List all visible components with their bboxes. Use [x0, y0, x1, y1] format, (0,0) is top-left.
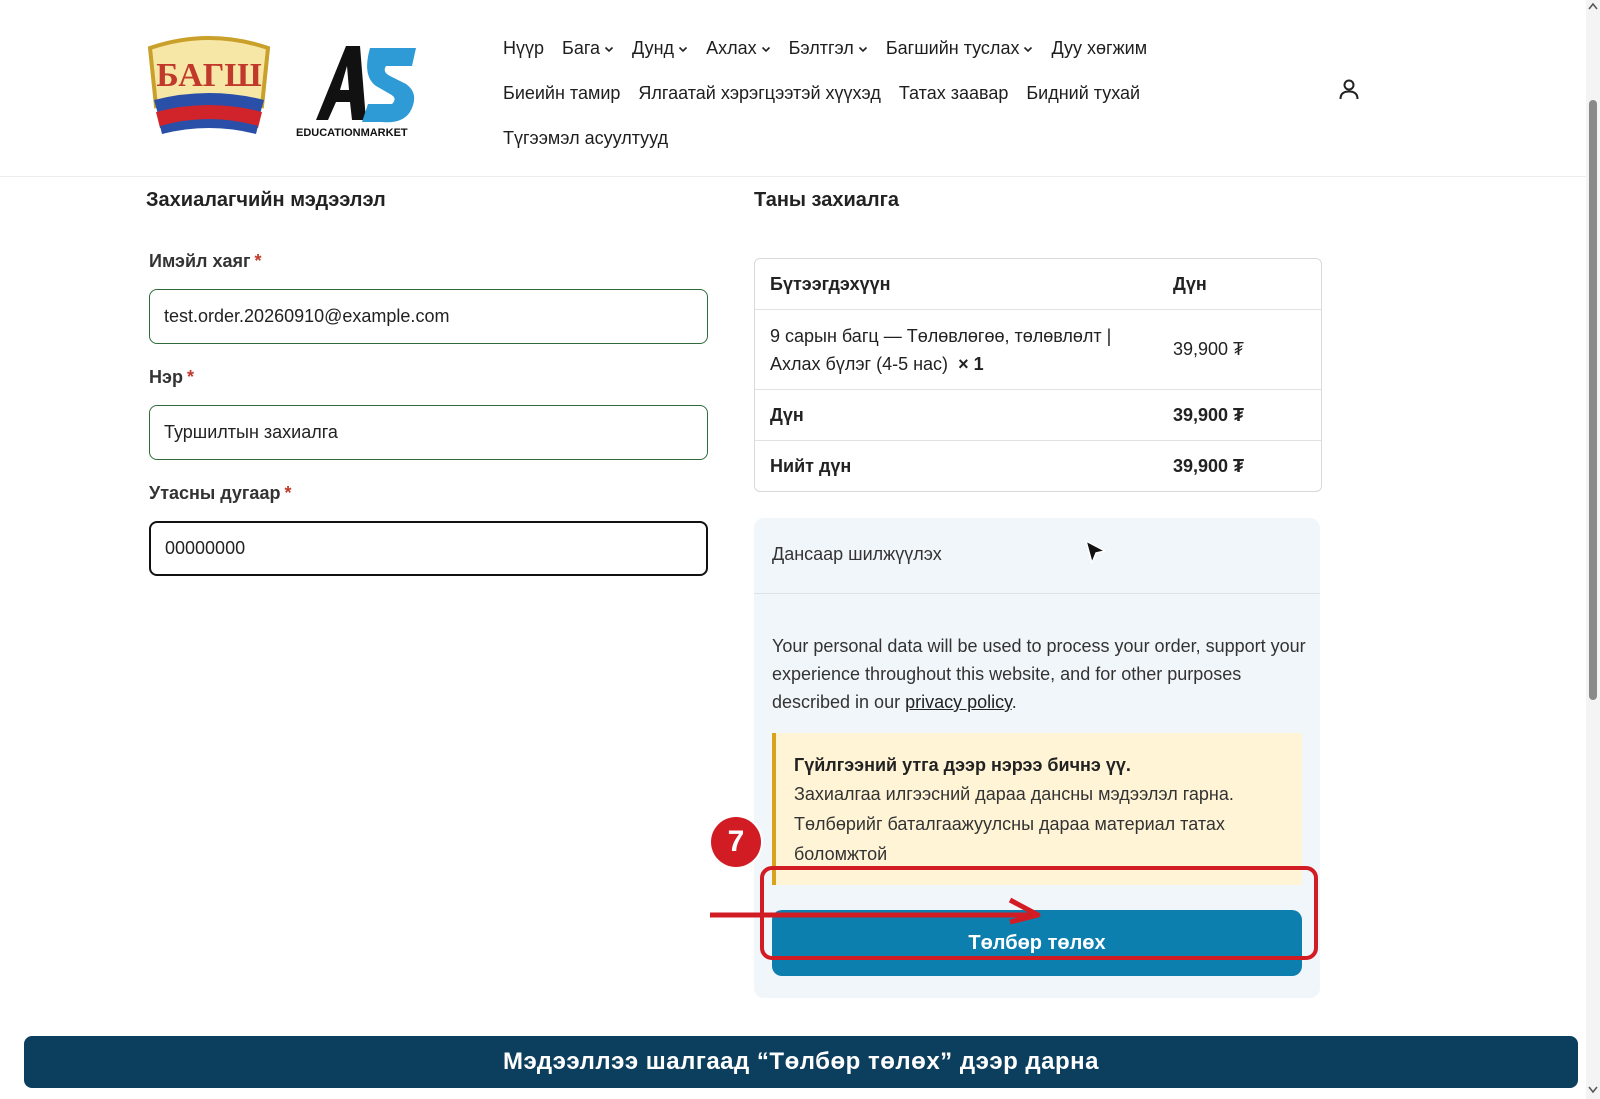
nav-row-primary: [503, 26, 1223, 71]
nav-item-primary-6[interactable]: [1051, 38, 1147, 59]
table-header-row: [755, 259, 1321, 309]
order-item-cell: [755, 310, 1163, 389]
nav-item-tertiary-0[interactable]: [503, 128, 668, 149]
nav-item-secondary-3[interactable]: [1026, 83, 1140, 104]
nav-item-secondary-0[interactable]: [503, 83, 620, 104]
pay-button[interactable]: Төлбөр төлөх: [772, 910, 1302, 976]
nav-row-secondary: [503, 71, 1223, 116]
nav-item-label: Ялгаатай хэрэгцээтэй хүүхэд: [638, 83, 881, 103]
payment-instructions-notice: [772, 733, 1302, 885]
nav-item-label: Бага: [562, 38, 601, 58]
amount-column-header: Дүн: [1173, 273, 1207, 294]
nav-item-primary-2[interactable]: [632, 38, 688, 59]
nav-item-secondary-2[interactable]: [899, 83, 1009, 104]
nav-item-label: Багшийн туслах: [885, 38, 1020, 58]
privacy-policy-link[interactable]: privacy policy: [905, 692, 1012, 712]
subtotal-value: 39,900 ₮: [1173, 404, 1245, 425]
order-item-price: 39,900 ₮: [1173, 339, 1245, 359]
mouse-cursor-icon: [1083, 539, 1109, 567]
name-field[interactable]: [149, 405, 708, 460]
phone-field[interactable]: [149, 521, 708, 576]
nav-item-label: Биеийн тамир: [503, 83, 621, 103]
privacy-notice: Your personal data will be used to process your order, support your experience throughout this website, and for other purposes described in our privacy policy.: [772, 636, 1306, 712]
user-icon[interactable]: [1338, 78, 1360, 100]
total-row: [755, 440, 1321, 491]
chevron-down-icon: [604, 44, 614, 54]
total-label: Нийт дүн: [770, 456, 852, 476]
annotation-arrow-icon: [710, 896, 1045, 926]
name-label: Нэр *: [149, 367, 194, 387]
nav-item-label: Бидний тухай: [1026, 83, 1141, 103]
svg-text:EDUCATIONMARKET: EDUCATIONMARKET: [296, 127, 408, 139]
step-number-badge: 7: [711, 817, 761, 867]
nav-item-label: Нүүр: [503, 38, 545, 58]
chevron-down-icon: [678, 44, 688, 54]
main-nav: [503, 26, 1223, 161]
nav-item-primary-3[interactable]: [706, 38, 771, 59]
scroll-down-icon[interactable]: [1588, 1086, 1598, 1094]
nav-item-label: Дуу хөгжим: [1051, 38, 1148, 58]
nav-item-label: Бэлтгэл: [788, 38, 854, 58]
email-field[interactable]: [149, 289, 708, 344]
product-column-header: Бүтээгдэхүүн: [770, 274, 891, 294]
table-row: [755, 309, 1321, 389]
nav-item-label: Ахлах: [706, 38, 757, 58]
payment-method-bank-transfer[interactable]: Дансаар шилжүүлэх: [772, 544, 942, 564]
scroll-up-icon[interactable]: [1588, 2, 1598, 10]
email-label: Имэйл хаяг *: [149, 251, 262, 271]
chevron-down-icon: [761, 44, 771, 54]
education-market-logo[interactable]: [294, 36, 424, 140]
nav-item-label: Дунд: [632, 38, 675, 58]
svg-text:БАГШ: БАГШ: [156, 57, 262, 94]
nav-item-secondary-1[interactable]: [638, 83, 880, 104]
total-value: 39,900 ₮: [1173, 455, 1245, 476]
nav-item-primary-5[interactable]: [886, 38, 1034, 59]
instruction-caption: Мэдээллээ шалгаад “Төлбөр төлөх” дээр дарна: [24, 1036, 1578, 1088]
order-item-name: 9 сарын багц — Төлөвлөгөө, төлөвлөлт | Ахлах бүлэг (4-5 нас): [770, 325, 1112, 374]
scrollbar-thumb[interactable]: [1589, 100, 1597, 700]
nav-row-tertiary: [503, 116, 1223, 161]
nav-item-label: Татах заавар: [898, 83, 1009, 103]
chevron-down-icon: [858, 44, 868, 54]
nav-item-primary-0[interactable]: [503, 38, 544, 59]
nav-item-primary-1[interactable]: [562, 38, 614, 59]
notice-title: Гүйлгээний утга дээр нэрээ бичнэ үү.: [794, 755, 1131, 775]
notice-body: Захиалгаа илгээсний дараа дансны мэдээлэл гарна. Төлбөрийг баталгаажуулсны дараа материал татах боломжтой: [794, 784, 1234, 864]
nav-item-label: Түгээмэл асуултууд: [503, 128, 669, 148]
chevron-down-icon: [1023, 44, 1033, 54]
site-header: [0, 0, 1586, 177]
nav-item-primary-4[interactable]: [789, 38, 868, 59]
payment-divider: [754, 593, 1320, 594]
order-summary-table: [754, 258, 1322, 492]
customer-info-title: Захиалагчийн мэдээлэл: [146, 189, 386, 211]
phone-label: Утасны дугаар *: [149, 483, 292, 503]
subtotal-label: Дүн: [770, 405, 804, 425]
order-title: Таны захиалга: [754, 189, 900, 211]
order-item-qty: × 1: [958, 353, 984, 374]
subtotal-row: [755, 389, 1321, 440]
bagsh-logo[interactable]: [144, 34, 274, 140]
